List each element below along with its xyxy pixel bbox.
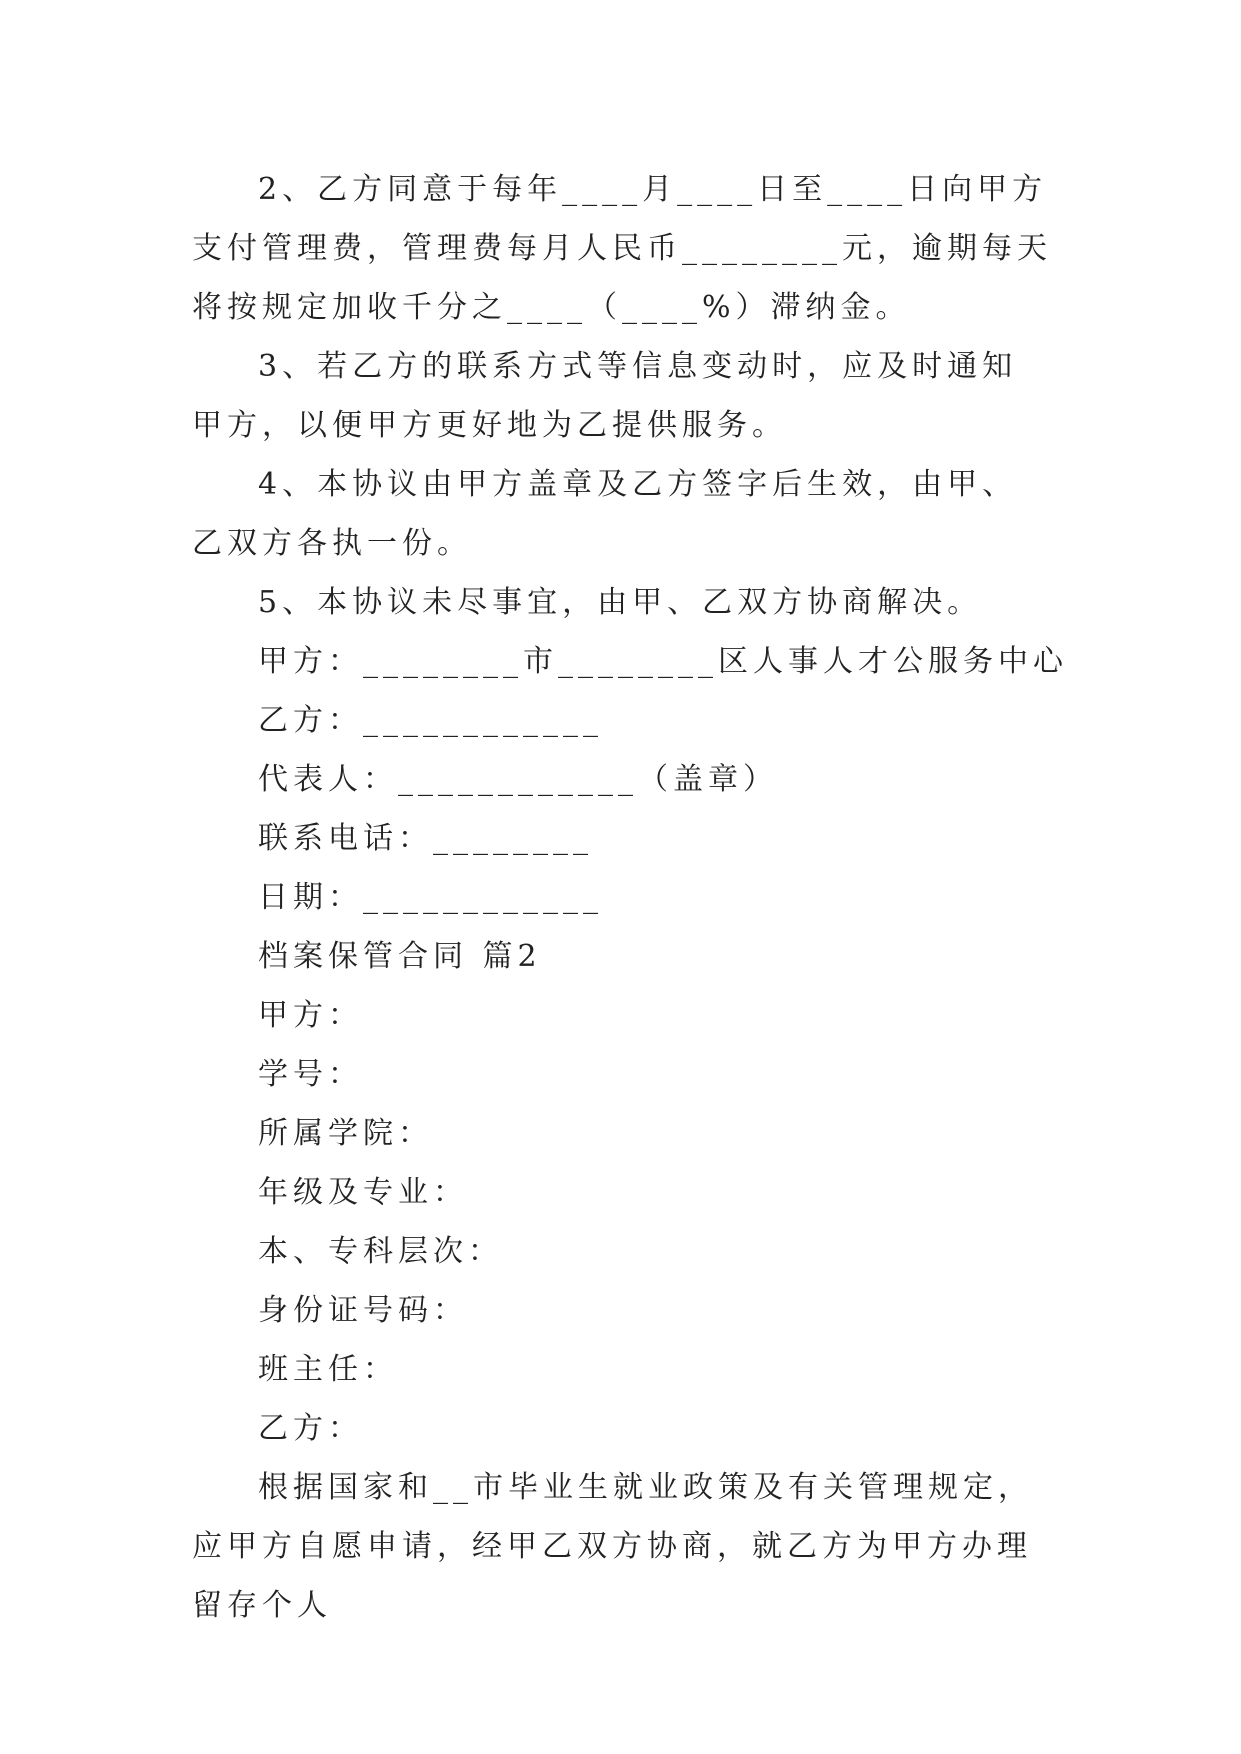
field-head-teacher: 班主任： (258, 1352, 398, 1387)
clause-5-paragraph: 5、本协议未尽事宜，由甲、乙双方协商解决。 (258, 585, 983, 620)
clause-3-paragraph: 3、若乙方的联系方式等信息变动时，应及时通知甲方，以便甲方更好地为乙提供服务。 (192, 349, 1018, 443)
date-line: 日期：____________ (258, 880, 603, 915)
party-b-signature-line: 乙方：____________ (258, 703, 603, 738)
field-student-id: 学号： (258, 1057, 363, 1092)
section-title: 档案保管合同 篇2 (258, 939, 542, 974)
field-party-a: 甲方： (258, 998, 363, 1033)
phone-line: 联系电话：________ (258, 821, 593, 856)
party-a-signature-line: 甲方：________市________区人事人才公服务中心 (258, 644, 1068, 679)
field-party-b: 乙方： (258, 1411, 363, 1446)
field-grade-major: 年级及专业： (258, 1175, 468, 1210)
clause-4-paragraph: 4、本协议由甲方盖章及乙方签字后生效，由甲、乙双方各执一份。 (192, 467, 1018, 561)
document-body (192, 160, 1068, 1635)
representative-line: 代表人：____________（盖章） (258, 762, 778, 797)
closing-paragraph: 根据国家和__市毕业生就业政策及有关管理规定，应甲方自愿申请，经甲乙双方协商，就乙方为甲方办理留存个人 (192, 1470, 1033, 1623)
field-degree-level: 本、专科层次： (258, 1234, 503, 1269)
clause-2-paragraph: 2、乙方同意于每年____月____日至____日向甲方支付管理费，管理费每月人民币________元，逾期每天将按规定加收千分之____（____%）滞纳金。 (192, 172, 1052, 325)
field-id-number: 身份证号码： (258, 1293, 468, 1328)
field-college: 所属学院： (258, 1116, 433, 1151)
